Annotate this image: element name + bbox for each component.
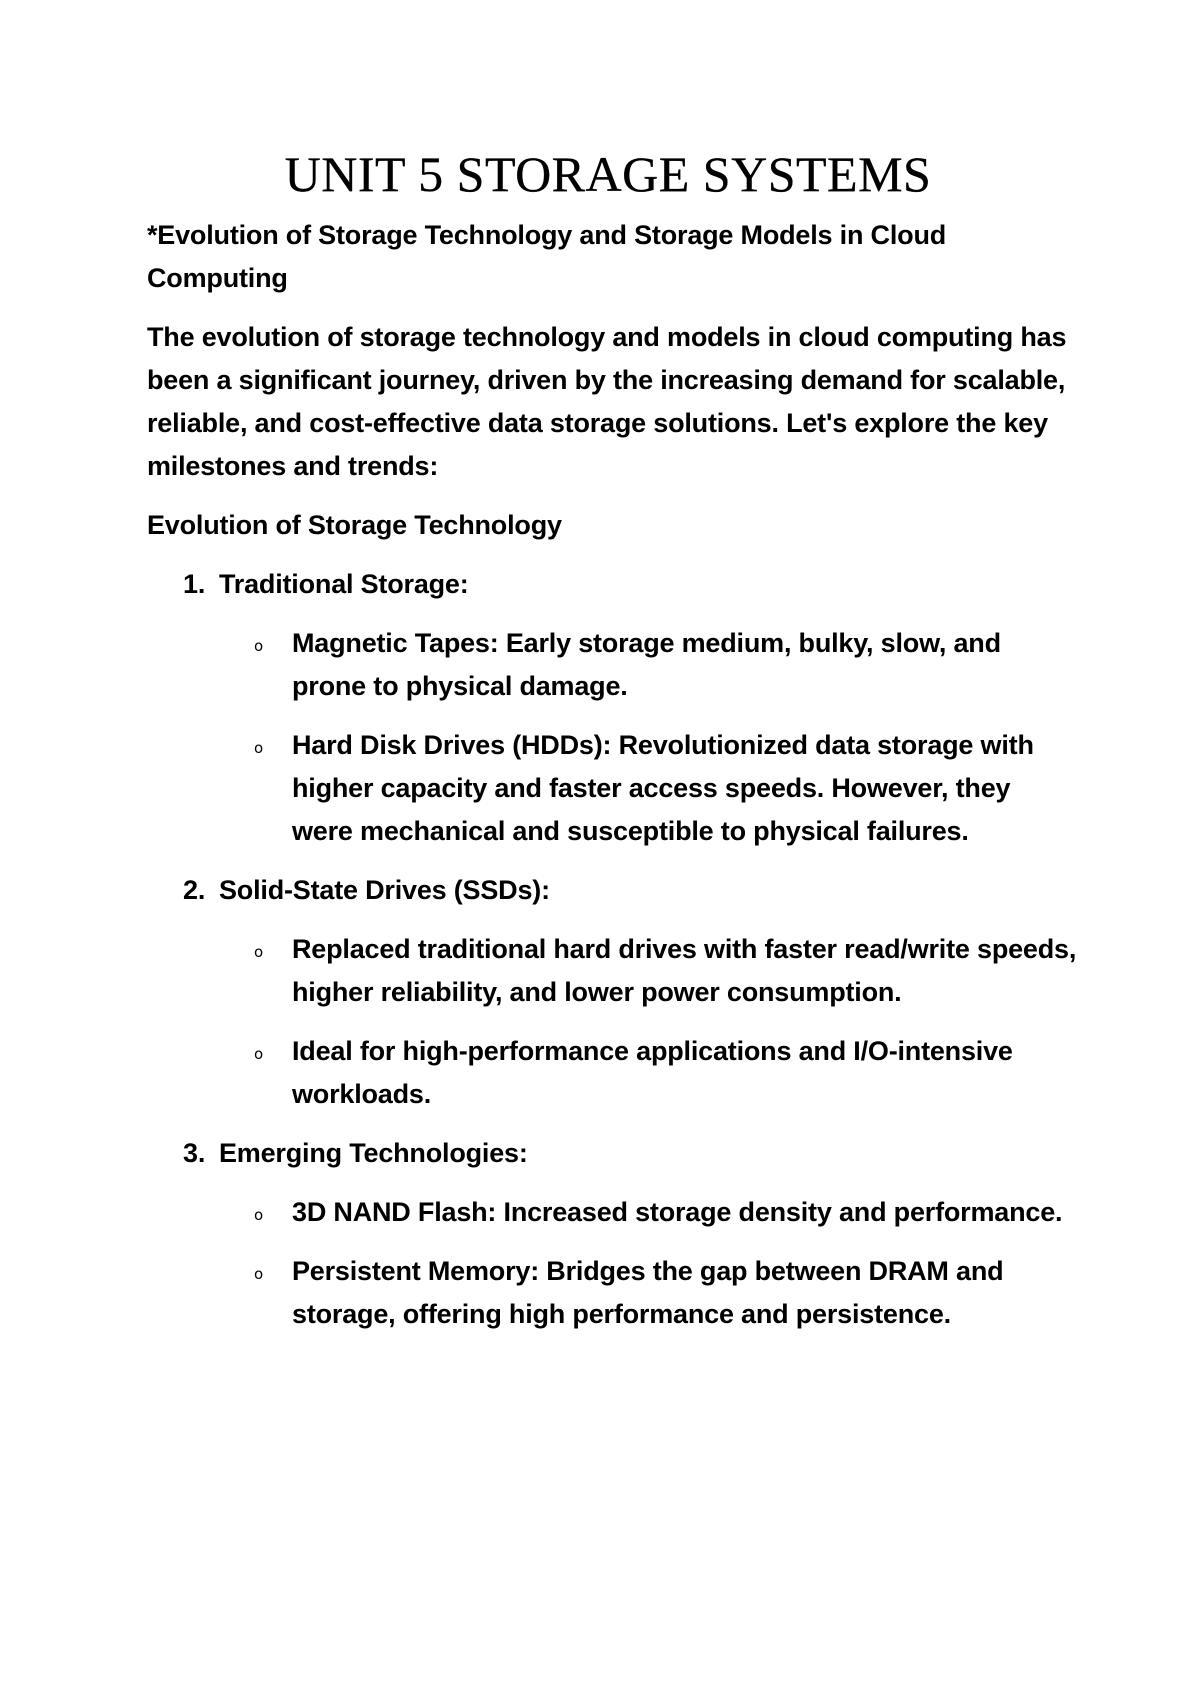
page-title: UNIT 5 STORAGE SYSTEMS [284, 146, 932, 202]
bullet-item [147, 1030, 1077, 1116]
bullet-list [147, 928, 1077, 1116]
circle-bullet-icon: o [254, 1265, 263, 1283]
section-label: Traditional Storage: [219, 569, 469, 599]
list-item [147, 563, 1077, 853]
bullet-list [147, 1191, 1077, 1336]
subheading: Evolution of Storage Technology [147, 510, 562, 540]
circle-bullet-icon: o [254, 637, 263, 655]
section-heading: *Evolution of Storage Technology and Storage Models in Cloud Computing [147, 220, 947, 293]
section-header [147, 869, 1077, 912]
bullet-item [147, 1250, 1077, 1336]
bullet-item [147, 724, 1077, 853]
bullet-item [147, 622, 1077, 708]
circle-bullet-icon: o [254, 739, 263, 757]
bullet-text: Replaced traditional hard drives with faster read/write speeds, higher reliability, and lower power consumption. [292, 934, 1077, 1007]
bullet-item [147, 928, 1077, 1014]
section-label: Emerging Technologies: [219, 1138, 528, 1168]
list-item [147, 869, 1077, 1116]
section-header [147, 1132, 1077, 1175]
circle-bullet-icon: o [254, 943, 263, 961]
section-number: 1. [183, 569, 206, 599]
section-number: 2. [183, 875, 206, 905]
section-list [147, 563, 1077, 1336]
circle-bullet-icon: o [254, 1206, 263, 1224]
section-header [147, 563, 1077, 606]
intro-paragraph: The evolution of storage technology and models in cloud computing has been a significant journey, driven by the increasing demand for scalable, reliable, and cost-effective data storage solutions. Let's explore the key milestones and trends: [147, 322, 1067, 481]
bullet-text: Persistent Memory: Bridges the gap between DRAM and storage, offering high performance and persistence. [292, 1256, 1004, 1329]
section-label: Solid-State Drives (SSDs): [219, 875, 550, 905]
section-number: 3. [183, 1138, 206, 1168]
document-content [147, 142, 1077, 1352]
circle-bullet-icon: o [254, 1045, 263, 1063]
bullet-text: Hard Disk Drives (HDDs): Revolutionized data storage with higher capacity and faster access speeds. However, they were mechanical and susceptible to physical failures. [292, 730, 1034, 846]
bullet-list [147, 622, 1077, 853]
bullet-item [147, 1191, 1077, 1234]
bullet-text: Ideal for high-performance applications and I/O-intensive workloads. [292, 1036, 1013, 1109]
list-item [147, 1132, 1077, 1336]
bullet-text: 3D NAND Flash: Increased storage density and performance. [292, 1197, 1063, 1227]
bullet-text: Magnetic Tapes: Early storage medium, bulky, slow, and prone to physical damage. [292, 628, 1001, 701]
